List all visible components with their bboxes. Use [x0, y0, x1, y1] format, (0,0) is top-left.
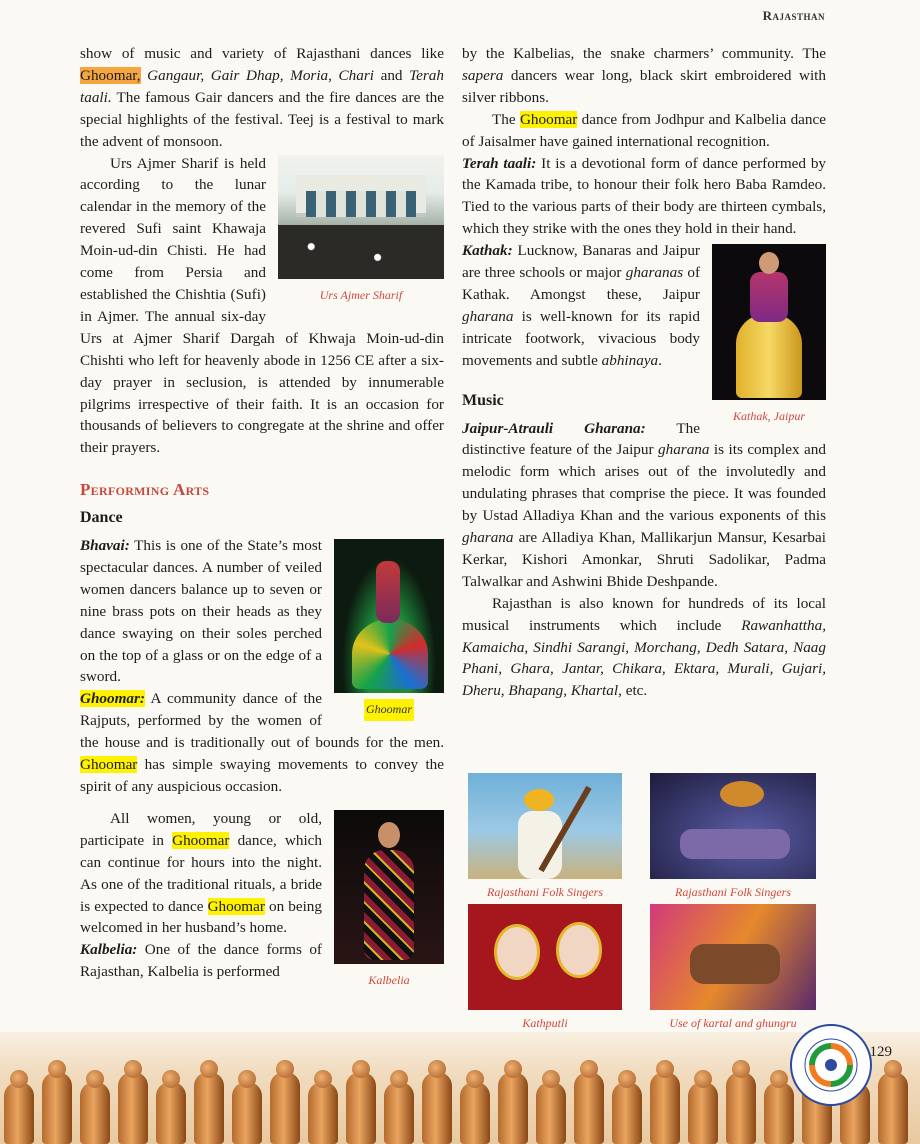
paragraph-kalbelia: Kalbelia: One of the dance forms of Rajasthan, Kalbelia is performed — [80, 941, 322, 981]
caption-kathak: Kathak, Jaipur — [733, 409, 805, 424]
border-peg-head — [694, 1070, 712, 1088]
border-peg-head — [390, 1070, 408, 1088]
border-peg-head — [618, 1070, 636, 1088]
kartal-photo — [650, 904, 816, 1010]
highlight-ghoomar: Ghoomar, — [80, 66, 141, 84]
caption-kartal: Use of kartal and ghungru — [669, 1016, 797, 1030]
border-peg — [4, 1082, 34, 1144]
page-number: 129 — [869, 1044, 892, 1060]
border-peg — [726, 1072, 756, 1144]
border-peg-head — [504, 1060, 522, 1078]
border-peg-head — [48, 1060, 66, 1078]
figure-urs-ajmer — [278, 155, 444, 307]
border-peg-head — [10, 1070, 28, 1088]
border-peg-head — [656, 1060, 674, 1078]
gallery-item-kartal — [650, 904, 816, 1031]
border-peg — [536, 1082, 566, 1144]
border-peg — [80, 1082, 110, 1144]
border-peg — [612, 1082, 642, 1144]
subheading-music: Music — [462, 391, 504, 409]
border-peg — [118, 1072, 148, 1144]
caption-kathputli: Kathputli — [522, 1016, 568, 1030]
border-peg — [384, 1082, 414, 1144]
paragraph-kalbelias: by the Kalbelias, the snake charmers’ community. The sapera dancers wear long, black skirt embroidered with silver ribbons. — [462, 45, 826, 106]
border-peg-head — [352, 1060, 370, 1078]
paragraph-bhavai: Bhavai: This is one of the State’s most spectacular dances. A number of veiled women dancers balance up to seven or nine brass pots on their heads as they dance swaying on their soles perched on the top of a glass or on the edge of a sword. — [80, 537, 322, 686]
border-peg — [346, 1072, 376, 1144]
border-peg — [422, 1072, 452, 1144]
gallery-item-folk-singers-2 — [650, 773, 816, 900]
right-column — [462, 43, 826, 702]
ghoomar-photo — [334, 539, 444, 693]
gallery-item-folk-singers-1 — [468, 773, 622, 900]
paragraph-kathak: Kathak: Lucknow, Banaras and Jaipur are three schools or major gharanas of Kathak. Amongst these, Jaipur gharana is well-known for its rapid intricate footwork, vivacious body movements and subtle abhinaya. — [462, 242, 700, 369]
border-peg-head — [276, 1060, 294, 1078]
border-peg — [498, 1072, 528, 1144]
figure-ghoomar — [334, 539, 444, 721]
border-peg-head — [428, 1060, 446, 1078]
border-peg — [878, 1072, 908, 1144]
paragraph-terah-taali: Terah taali: It is a devotional form of dance performed by the Kamada tribe, to honour their folk hero Baba Ramdeo. Tied to the various parts of their body are thirteen cymbals, which they strike with the ones they hold in their hand. — [462, 154, 827, 238]
figure-kathak — [712, 244, 826, 428]
border-peg-head — [200, 1060, 218, 1078]
ek-bharat-logo — [790, 1024, 872, 1106]
paragraph-instruments: Rajasthan is also known for hundreds of its local musical instruments which include Rawanhattha, Kamaicha, Sindhi Sarangi, Morchang, Dedh Satara, Naag Phani, Ghara, Jantar, Chikara, Ektara, Murali, Gujari, Dheru, Bhapang, Khartal, etc. — [462, 594, 826, 700]
running-header: Rajasthan — [762, 8, 825, 23]
paragraph-ghoomar: Ghoomar: A community dance of the Rajputs, performed by the women of the house and is traditionally out of bounds for the men. Ghoomar has simple swaying movements to convey the spirit of any auspicious occasion. — [80, 690, 444, 795]
border-peg-head — [314, 1070, 332, 1088]
paragraph-international: The Ghoomar dance from Jodhpur and Kalbelia dance of Jaisalmer have gained international recognition. — [462, 110, 826, 150]
border-peg — [232, 1082, 262, 1144]
border-peg-head — [580, 1060, 598, 1078]
paragraph-festivals: show of music and variety of Rajasthani dances like Ghoomar, Gangaur, Gair Dhap, Moria, Chari and Terah taali. The famous Gair dancers and the fire dances are the special highlights of the festival. Teej is a festival to mark the advent of monsoon. — [80, 45, 444, 150]
folk-singers-photo-2 — [650, 773, 816, 879]
border-peg-head — [542, 1070, 560, 1088]
border-peg — [42, 1072, 72, 1144]
border-peg — [688, 1082, 718, 1144]
border-peg-head — [124, 1060, 142, 1078]
border-peg — [194, 1072, 224, 1144]
border-peg-head — [884, 1060, 902, 1078]
border-peg-head — [238, 1070, 256, 1088]
border-peg — [308, 1082, 338, 1144]
border-peg-head — [466, 1070, 484, 1088]
border-peg-head — [162, 1070, 180, 1088]
kalbelia-photo — [334, 810, 444, 964]
urs-ajmer-photo — [278, 155, 444, 279]
paragraph-all-women: All women, young or old, participate in Ghoomar dance, which can continue for hours into the night. As one of the traditional rituals, a bride is expected to dance Ghoomar on being welcomed in her husband’s home. — [80, 809, 323, 937]
paragraph-jaipur-gharana: Jaipur-Atrauli Gharana: The distinctive feature of the Jaipur gharana is its complex and melodic form which arises out of the involutedly and undulating phrases that comprise the piece. It was founded by Ustad Alladiya Khan and the various exponents of this gharana are Alladiya Khan, Mallikarjun Mansur, Kesarbai Kerkar, Kishori Amonkar, Shruti Sadolikar, Padma Talwalkar and Ashwini Bhide Deshpande. — [462, 419, 826, 590]
border-peg — [574, 1072, 604, 1144]
border-peg — [460, 1082, 490, 1144]
border-peg-head — [86, 1070, 104, 1088]
ek-bharat-emblem-icon — [792, 1026, 870, 1104]
border-peg-head — [732, 1060, 750, 1078]
border-peg — [270, 1072, 300, 1144]
caption-folk-singers-1: Rajasthani Folk Singers — [487, 885, 603, 899]
section-title-performing-arts: Performing Arts — [80, 480, 210, 500]
kathputli-photo — [468, 904, 622, 1010]
figure-kalbelia — [334, 810, 444, 992]
folk-singers-photo-1 — [468, 773, 622, 879]
border-peg — [764, 1082, 794, 1144]
decorative-footer-border — [0, 1032, 920, 1144]
gallery-item-kathputli — [468, 904, 622, 1031]
kathak-photo — [712, 244, 826, 400]
paragraph-urs: Urs Ajmer Sharif is held according to the lunar calendar in the memory of the revered Sufi saint Khawaja Moin-ud-din Chisti. He had come from Persia and established the Chishtia (Sufi) in Ajmer. The annual six-day Urs at Ajmer Sharif Dargah of Khwaja Moin-ud-din Chishti who left for heavenly abode in 1256 CE after a six-day prayer in seclusion, is attended by innumerable pilgrims irrespective of their faith. It is an occasion for thousands of believers to congregate at the shrine and offer their prayers. — [80, 154, 444, 457]
border-peg — [156, 1082, 186, 1144]
caption-ghoomar: Ghoomar — [364, 699, 414, 721]
border-peg-head — [770, 1070, 788, 1088]
caption-urs-ajmer: Urs Ajmer Sharif — [319, 287, 403, 302]
left-column — [80, 43, 444, 992]
border-peg — [650, 1072, 680, 1144]
caption-folk-singers-2: Rajasthani Folk Singers — [675, 885, 791, 899]
caption-kalbelia: Kalbelia — [368, 972, 410, 987]
subheading-dance: Dance — [80, 509, 123, 527]
